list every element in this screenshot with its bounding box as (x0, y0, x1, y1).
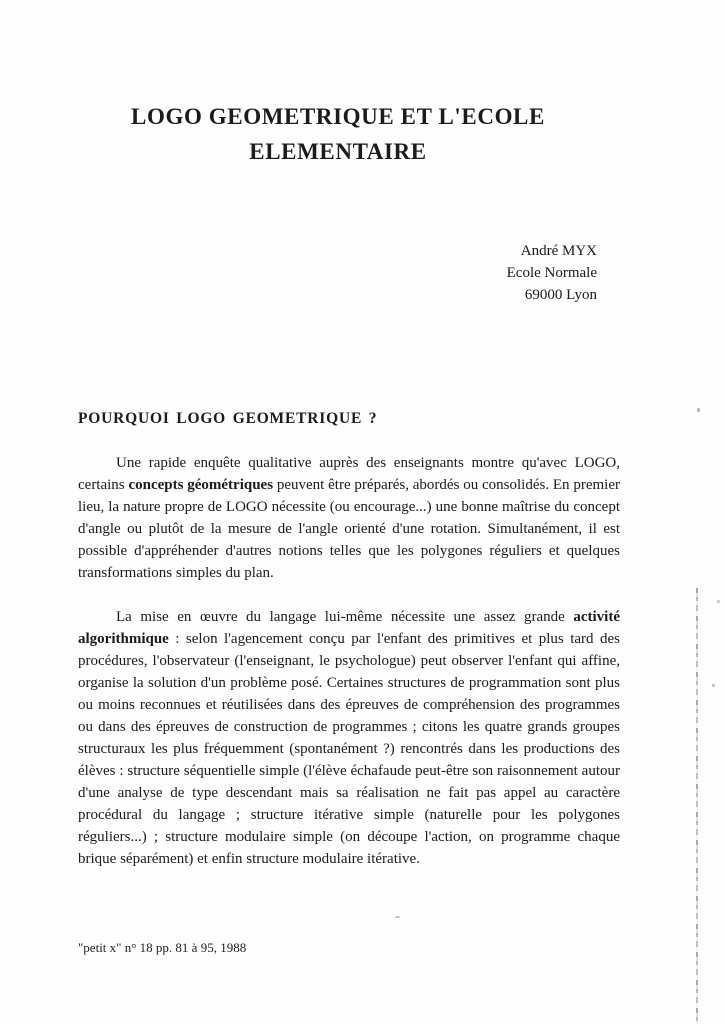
paragraph-2: La mise en œuvre du langage lui-même nécessite une assez grande activité algorithmique : selon l'agencement conçu par l'enfant des primitives et plus tard des procédures, l'observateur (l'enseignant, le psychologue) peut observer l'enfant qui affine, organise la solution d'un problème posé. Certaines structures de programmation sont plus ou moins reconnues et réutilisées dans des épreuves de compréhension des programmes ou dans des épreuves de construction de programmes ; citons les quatre grands groupes structuraux les plus fréquemment (spontanément ?) rencontrés dans les productions des élèves : structure séquentielle simple (l'élève échafaude peut-être son raisonnement autour d'une analyse de type descendant mais sa réalisation ne fait pas appel au caractère procédural du langage ; structure itérative simple (naturelle pour les polygones réguliers...) ; structure modulaire simple (on découpe l'action, on programme chaque brique séparément) et enfin structure modulaire itérative. (78, 609, 620, 867)
author-city: 69000 Lyon (524, 287, 597, 303)
author-name: André MYX (520, 243, 597, 259)
author-institution: Ecole Normale (506, 265, 597, 281)
author-block (507, 240, 597, 306)
paper-title (78, 99, 598, 169)
scan-speck (395, 916, 400, 918)
scan-speck (697, 408, 700, 412)
scan-speck (717, 600, 720, 603)
paper-title-line-1: LOGO GEOMETRIQUE ET L'ECOLE (131, 104, 545, 129)
scan-speck (712, 684, 715, 687)
scan-artifact-line (696, 588, 698, 1024)
section-heading: POURQUOI LOGO GEOMETRIQUE ? (78, 410, 378, 427)
paragraph-1: Une rapide enquête qualitative auprès des enseignants montre qu'avec LOGO, certains concepts géométriques peuvent être préparés, abordés ou consolidés. En premier lieu, la nature propre de LOGO nécessite (ou encourage...) une bonne maîtrise du concept d'angle ou plutôt de la mesure de l'angle orienté d'une rotation. Simultanément, il est possible d'appréhender d'autres notions telles que les polygones réguliers et quelques transformations simples du plan. (78, 455, 621, 581)
body-text (78, 452, 620, 870)
paper-title-line-2: ELEMENTAIRE (249, 139, 427, 164)
footer-citation: "petit x" n° 18 pp. 81 à 95, 1988 (78, 940, 247, 955)
